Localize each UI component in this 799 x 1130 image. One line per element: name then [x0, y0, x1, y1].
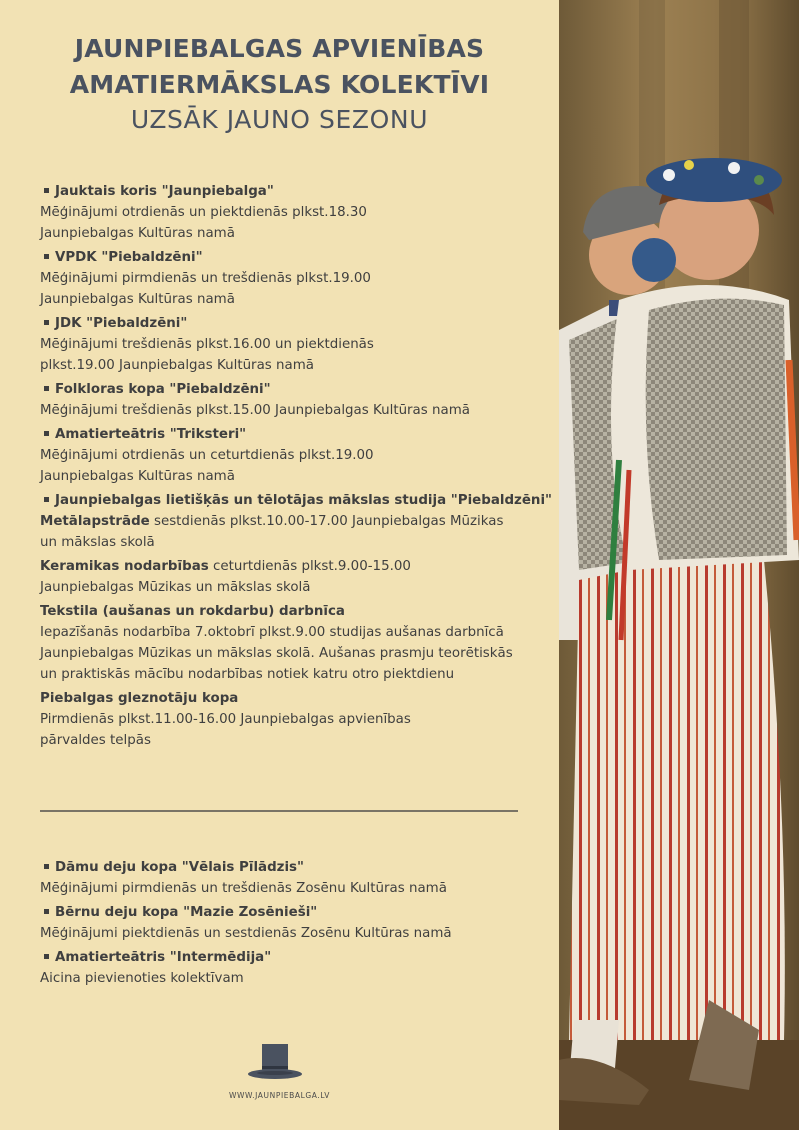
item-title: VPDK "Piebaldzēni"	[40, 247, 520, 268]
painters-title: Piebalgas gleznotāju kopa	[40, 691, 239, 706]
item-text: Mēģinājumi trešdienās plkst.15.00 Jaunpiebalgas Kultūras namā	[40, 403, 470, 418]
list-item	[40, 313, 520, 376]
list-item	[40, 424, 520, 487]
item-text: Aicina pievienoties kolektīvam	[40, 971, 244, 986]
item-title: Jauktais koris "Jaunpiebalga"	[40, 181, 520, 202]
painters-text: Pirmdienās plkst.11.00-16.00 Jaunpiebalgas apvienības pārvaldes telpās	[40, 712, 411, 748]
item-text: Mēģinājumi trešdienās plkst.16.00 un piektdienās plkst.19.00 Jaunpiebalgas Kultūras namā	[40, 337, 374, 373]
bullet-icon	[44, 864, 49, 869]
page-title-line-2: AMATIERMĀKSLAS KOLEKTĪVI	[69, 70, 490, 99]
item-text: Mēģinājumi pirmdienās un trešdienās plkst.19.00 Jaunpiebalgas Kultūras namā	[40, 271, 371, 307]
list-item	[40, 379, 520, 421]
bullet-icon	[44, 431, 49, 436]
item-title: JDK "Piebaldzēni"	[40, 313, 520, 334]
item-text: Mēģinājumi otrdienās un ceturtdienās plkst.19.00 Jaunpiebalgas Kultūras namā	[40, 448, 374, 484]
item-title: Amatierteātris "Triksteri"	[40, 424, 520, 445]
page-title-line-1: JAUNPIEBALGAS APVIENĪBAS	[74, 34, 485, 63]
bullet-icon	[44, 254, 49, 259]
metal-workshop: Metālapstrāde sestdienās plkst.10.00-17.00 Jaunpiebalgas Mūzikas un mākslas skolā	[40, 514, 504, 550]
textile-title: Tekstila (aušanas un rokdarbu) darbnīca	[40, 604, 345, 619]
website-url: WWW.JAUNPIEBALGA.LV	[228, 1091, 331, 1100]
list-item	[40, 947, 520, 989]
bullet-icon	[44, 386, 49, 391]
studio-title: Jaunpiebalgas lietišķās un tēlotājas mākslas studija "Piebaldzēni"	[40, 490, 520, 511]
textile-text: Iepazīšanās nodarbība 7.oktobrī plkst.9.00 studijas aušanas darbnīcā Jaunpiebalgas Mūzikas un mākslas skolā. Aušanas prasmju teorētiskās un praktiskās mācību nodarbības notiek katru otro piektdienu	[40, 625, 513, 682]
folk-dancers-illustration	[559, 0, 799, 1130]
collectives-list	[40, 181, 553, 754]
studio-block	[40, 490, 553, 751]
list-item	[40, 902, 520, 944]
list-item	[40, 181, 520, 244]
item-title: Bērnu deju kopa "Mazie Zosēnieši"	[40, 902, 520, 923]
zosenu-collectives-list	[40, 857, 520, 992]
ceramics-workshop: Keramikas nodarbības ceturtdienās plkst.9.00-15.00 Jaunpiebalgas Mūzikas un mākslas skolā	[40, 559, 411, 595]
list-item	[40, 857, 520, 899]
item-text: Mēģinājumi pirmdienās un trešdienās Zosēnu Kultūras namā	[40, 881, 447, 896]
item-text: Mēģinājumi otrdienās un piektdienās plkst.18.30 Jaunpiebalgas Kultūras namā	[40, 205, 367, 241]
divider	[40, 810, 518, 812]
item-title: Folkloras kopa "Piebaldzēni"	[40, 379, 520, 400]
item-title: Amatierteātris "Intermēdija"	[40, 947, 520, 968]
item-text: Mēģinājumi piektdienās un sestdienās Zosēnu Kultūras namā	[40, 926, 452, 941]
bullet-icon	[44, 188, 49, 193]
bullet-icon	[44, 497, 49, 502]
folk-dancers-photo	[559, 0, 799, 1130]
bullet-icon	[44, 320, 49, 325]
item-title: Dāmu deju kopa "Vēlais Pīlādzis"	[40, 857, 520, 878]
bullet-icon	[44, 909, 49, 914]
page-subtitle: UZSĀK JAUNO SEZONU	[130, 105, 429, 134]
top-hat-icon	[247, 1042, 303, 1084]
bullet-icon	[44, 954, 49, 959]
list-item	[40, 247, 520, 310]
